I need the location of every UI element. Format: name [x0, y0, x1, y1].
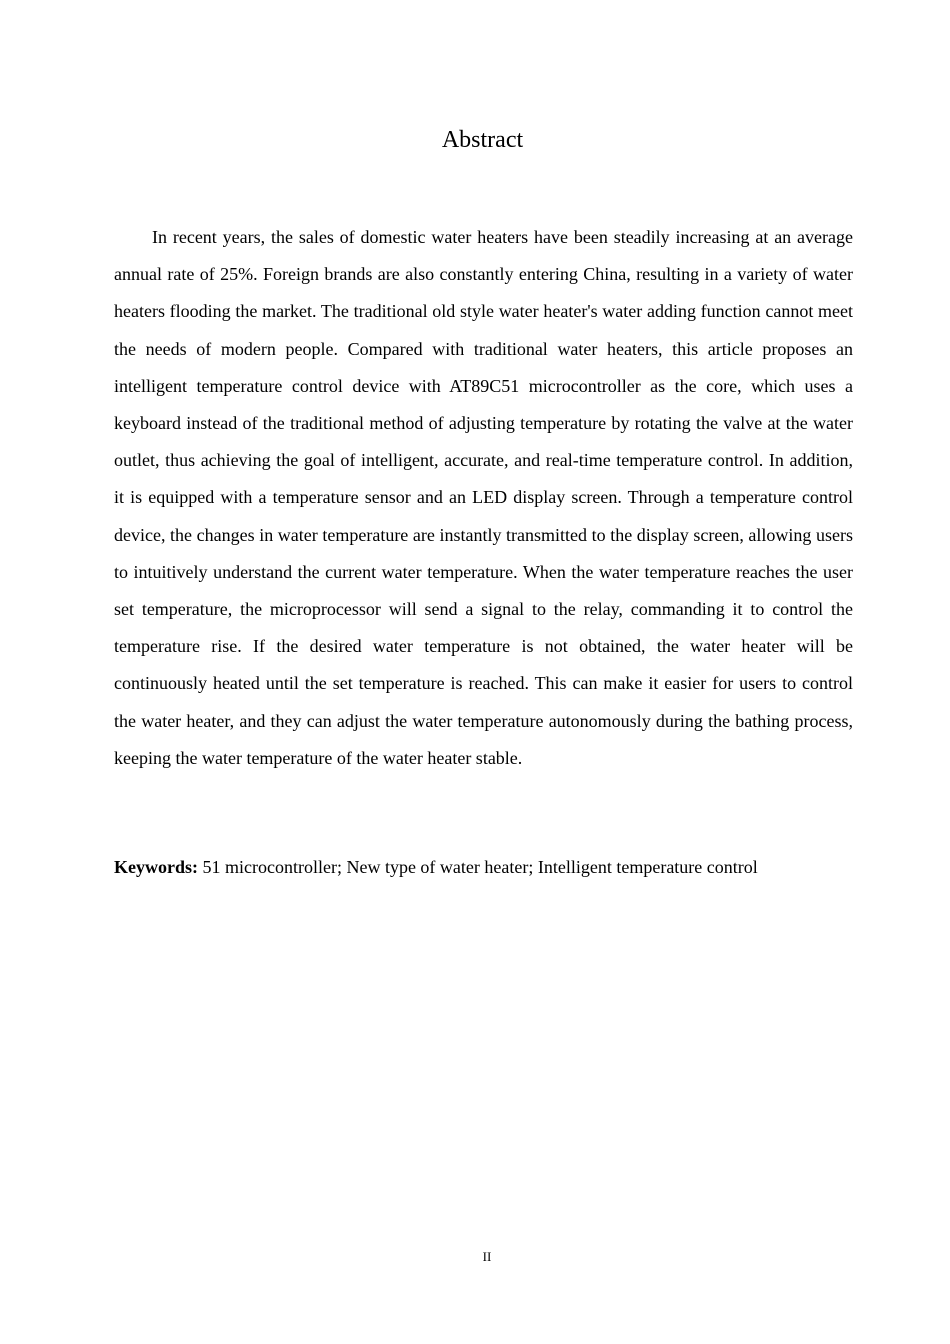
keywords-line — [114, 852, 853, 882]
page-number: II — [482, 1249, 492, 1264]
keywords-text: 51 microcontroller; New type of water heater; Intelligent temperature control — [202, 857, 758, 877]
page-title: Abstract — [441, 127, 524, 153]
keywords-label: Keywords: — [114, 857, 198, 877]
abstract-paragraph: In recent years, the sales of domestic water heaters have been steadily increasing at an average annual rate of 25%. Foreign brands are also constantly entering China, resulting in a variety of water heaters flooding the market. The traditional old style water heater's water adding function cannot meet the needs of modern people. Compared with traditional water heaters, this article proposes an intelligent temperature control device with AT89C51 microcontroller as the core, which uses a keyboard instead of the traditional method of adjusting temperature by rotating the valve at the water outlet, thus achieving the goal of intelligent, accurate, and real-time temperature control. In addition, it is equipped with a temperature sensor and an LED display screen. Through a temperature control device, the changes in water temperature are instantly transmitted to the display screen, allowing users to intuitively understand the current water temperature. When the water temperature reaches the user set temperature, the microprocessor will send a signal to the relay, commanding it to control the temperature rise. If the desired water temperature is not obtained, the water heater will be continuously heated until the set temperature is reached. This can make it easier for users to control the water heater, and they can adjust the water temperature autonomously during the bathing process, keeping the water temperature of the water heater stable. — [114, 227, 853, 768]
